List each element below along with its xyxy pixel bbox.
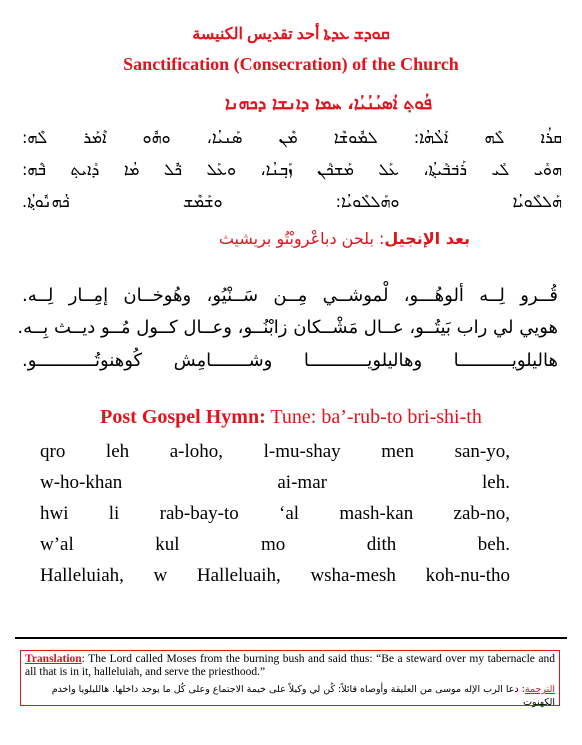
translation-text: : The Lord called Moses from the burning bush and said thus: “Be a steward over my tabernacle and all that is in it, halleluiah, and serve the priesthood.” — [25, 653, 555, 678]
translation-text-arabic: : دعا الرب الإله موسى من العليقة وأوصاه قائلاً: كُن لي وكيلاً على خيمة الاجتماع وعلى كُل ما يوجد داخلها. هالليلويا واخدم الكهنوت — [51, 684, 555, 708]
syllable: li — [108, 503, 120, 524]
transliteration-line-4 — [40, 534, 510, 556]
syllable: w-ho-khan — [40, 472, 123, 493]
syllable: dith — [366, 534, 397, 555]
title-arabic: ܩܘܕܫ ܥܕܬܐ أحد تقديس الكنيسة — [192, 26, 390, 43]
syriac-heading: ܦܳܘܬ݂ ܐܳܣܝܳܢܳܝܳܐ، ܚܡܐ ܕܐܢܫܐ ܕܟܗܢܐ — [225, 94, 432, 114]
syllable: rab-bay-to — [159, 503, 239, 524]
translation-english — [25, 653, 555, 679]
arabic-heading-tune: : بلحن دباعْروبْتُو بريشيث — [218, 229, 385, 248]
syllable: leh — [105, 441, 130, 462]
syllable: w — [153, 565, 168, 586]
syllable: wsha-mesh — [310, 565, 396, 586]
arabic-heading-bold: بعد الإنجيل — [384, 229, 470, 248]
arabic-line-2: هويي لي راب بَيتُــو، عــال مَشْــكان زابْنُــو، وعــال كــول مُــو ديــث بِــه. — [17, 317, 558, 338]
syllable: zab-no, — [453, 503, 510, 524]
syllable: w’al — [40, 534, 74, 555]
arabic-heading — [219, 229, 470, 248]
syllable: l-mu-shay — [263, 441, 341, 462]
hymn-heading — [0, 406, 582, 429]
syllable: a-loho, — [169, 441, 224, 462]
translation-label-arabic: الترجمة — [524, 684, 555, 695]
syllable: ‘al — [279, 503, 300, 524]
syllable: koh-nu-tho — [425, 565, 510, 586]
syllable: mash-kan — [339, 503, 414, 524]
hymn-heading-bold: Post Gospel Hymn: — [100, 406, 266, 428]
syllable: mo — [260, 534, 286, 555]
syllable: kul — [155, 534, 180, 555]
translation-arabic — [25, 683, 555, 709]
syriac-line-3: ܗܰܠܠܶܘܝܳܐ ܘܗܰܠܠܶܘܝܳܐ: ܘܫܰܡܶܫ ܟ݁ܳܗܢܽܘܬ݂ܳܐ. — [22, 192, 562, 211]
syriac-line-1: ܩܪܳܐ ܠܶܗ ܐܰܠܳܗܳܐ: ܠܡܽܘܫܶܐ ܡܶܢ ܣܰܢܝܳܐ، ܘܗܽܘ ܐܶܡܰܪ ܠܶܗ: — [22, 128, 562, 147]
syllable: hwi — [40, 503, 69, 524]
syllable: Halleluaih, — [196, 565, 281, 586]
syllable: ai-mar — [277, 472, 327, 493]
syllable: beh. — [477, 534, 510, 555]
transliteration-line-5 — [40, 565, 510, 587]
syllable: leh. — [482, 472, 510, 493]
syriac-line-2: ܗܘܺܝ ܠܺܝ ܪܰܒ݁ܒ݁ܰܝܬ݂ܳܐ، ܥܰܠ ܡܰܫܟ݁ܰܢ ܙܰܒ݂ܢܳܐ، ܘܥܰܠ ܟ݁ܽܠ ܡܳܐ ܕܺܐܝܬ݂ ܒ݁ܶܗ: — [22, 160, 562, 179]
syllable: qro — [40, 441, 66, 462]
syllable: san-yo, — [454, 441, 510, 462]
syllable: Halleluiah, — [40, 565, 124, 586]
translation-box — [20, 650, 560, 706]
title-english: Sanctification (Consecration) of the Church — [123, 54, 459, 74]
transliteration-line-2 — [40, 472, 510, 494]
transliteration-line-1 — [40, 441, 510, 463]
hymn-heading-tune: Tune: ba’-rub-to bri-shi-th — [265, 406, 482, 428]
syllable: men — [381, 441, 414, 462]
divider — [15, 637, 567, 639]
arabic-line-3: هاليلويــــــــــا وهاليلويـــــــــــا وشـــــــامِش كُوهنوتُـــــــــــو. — [22, 350, 558, 371]
transliteration-line-3 — [40, 503, 510, 525]
translation-label: Translation — [25, 653, 82, 665]
arabic-line-1: قُــرو لِــه ألوهُـــو، لْموشــي مِــن سَــنْيُو، وهُوخــان إمِــار لِــه. — [22, 285, 558, 306]
